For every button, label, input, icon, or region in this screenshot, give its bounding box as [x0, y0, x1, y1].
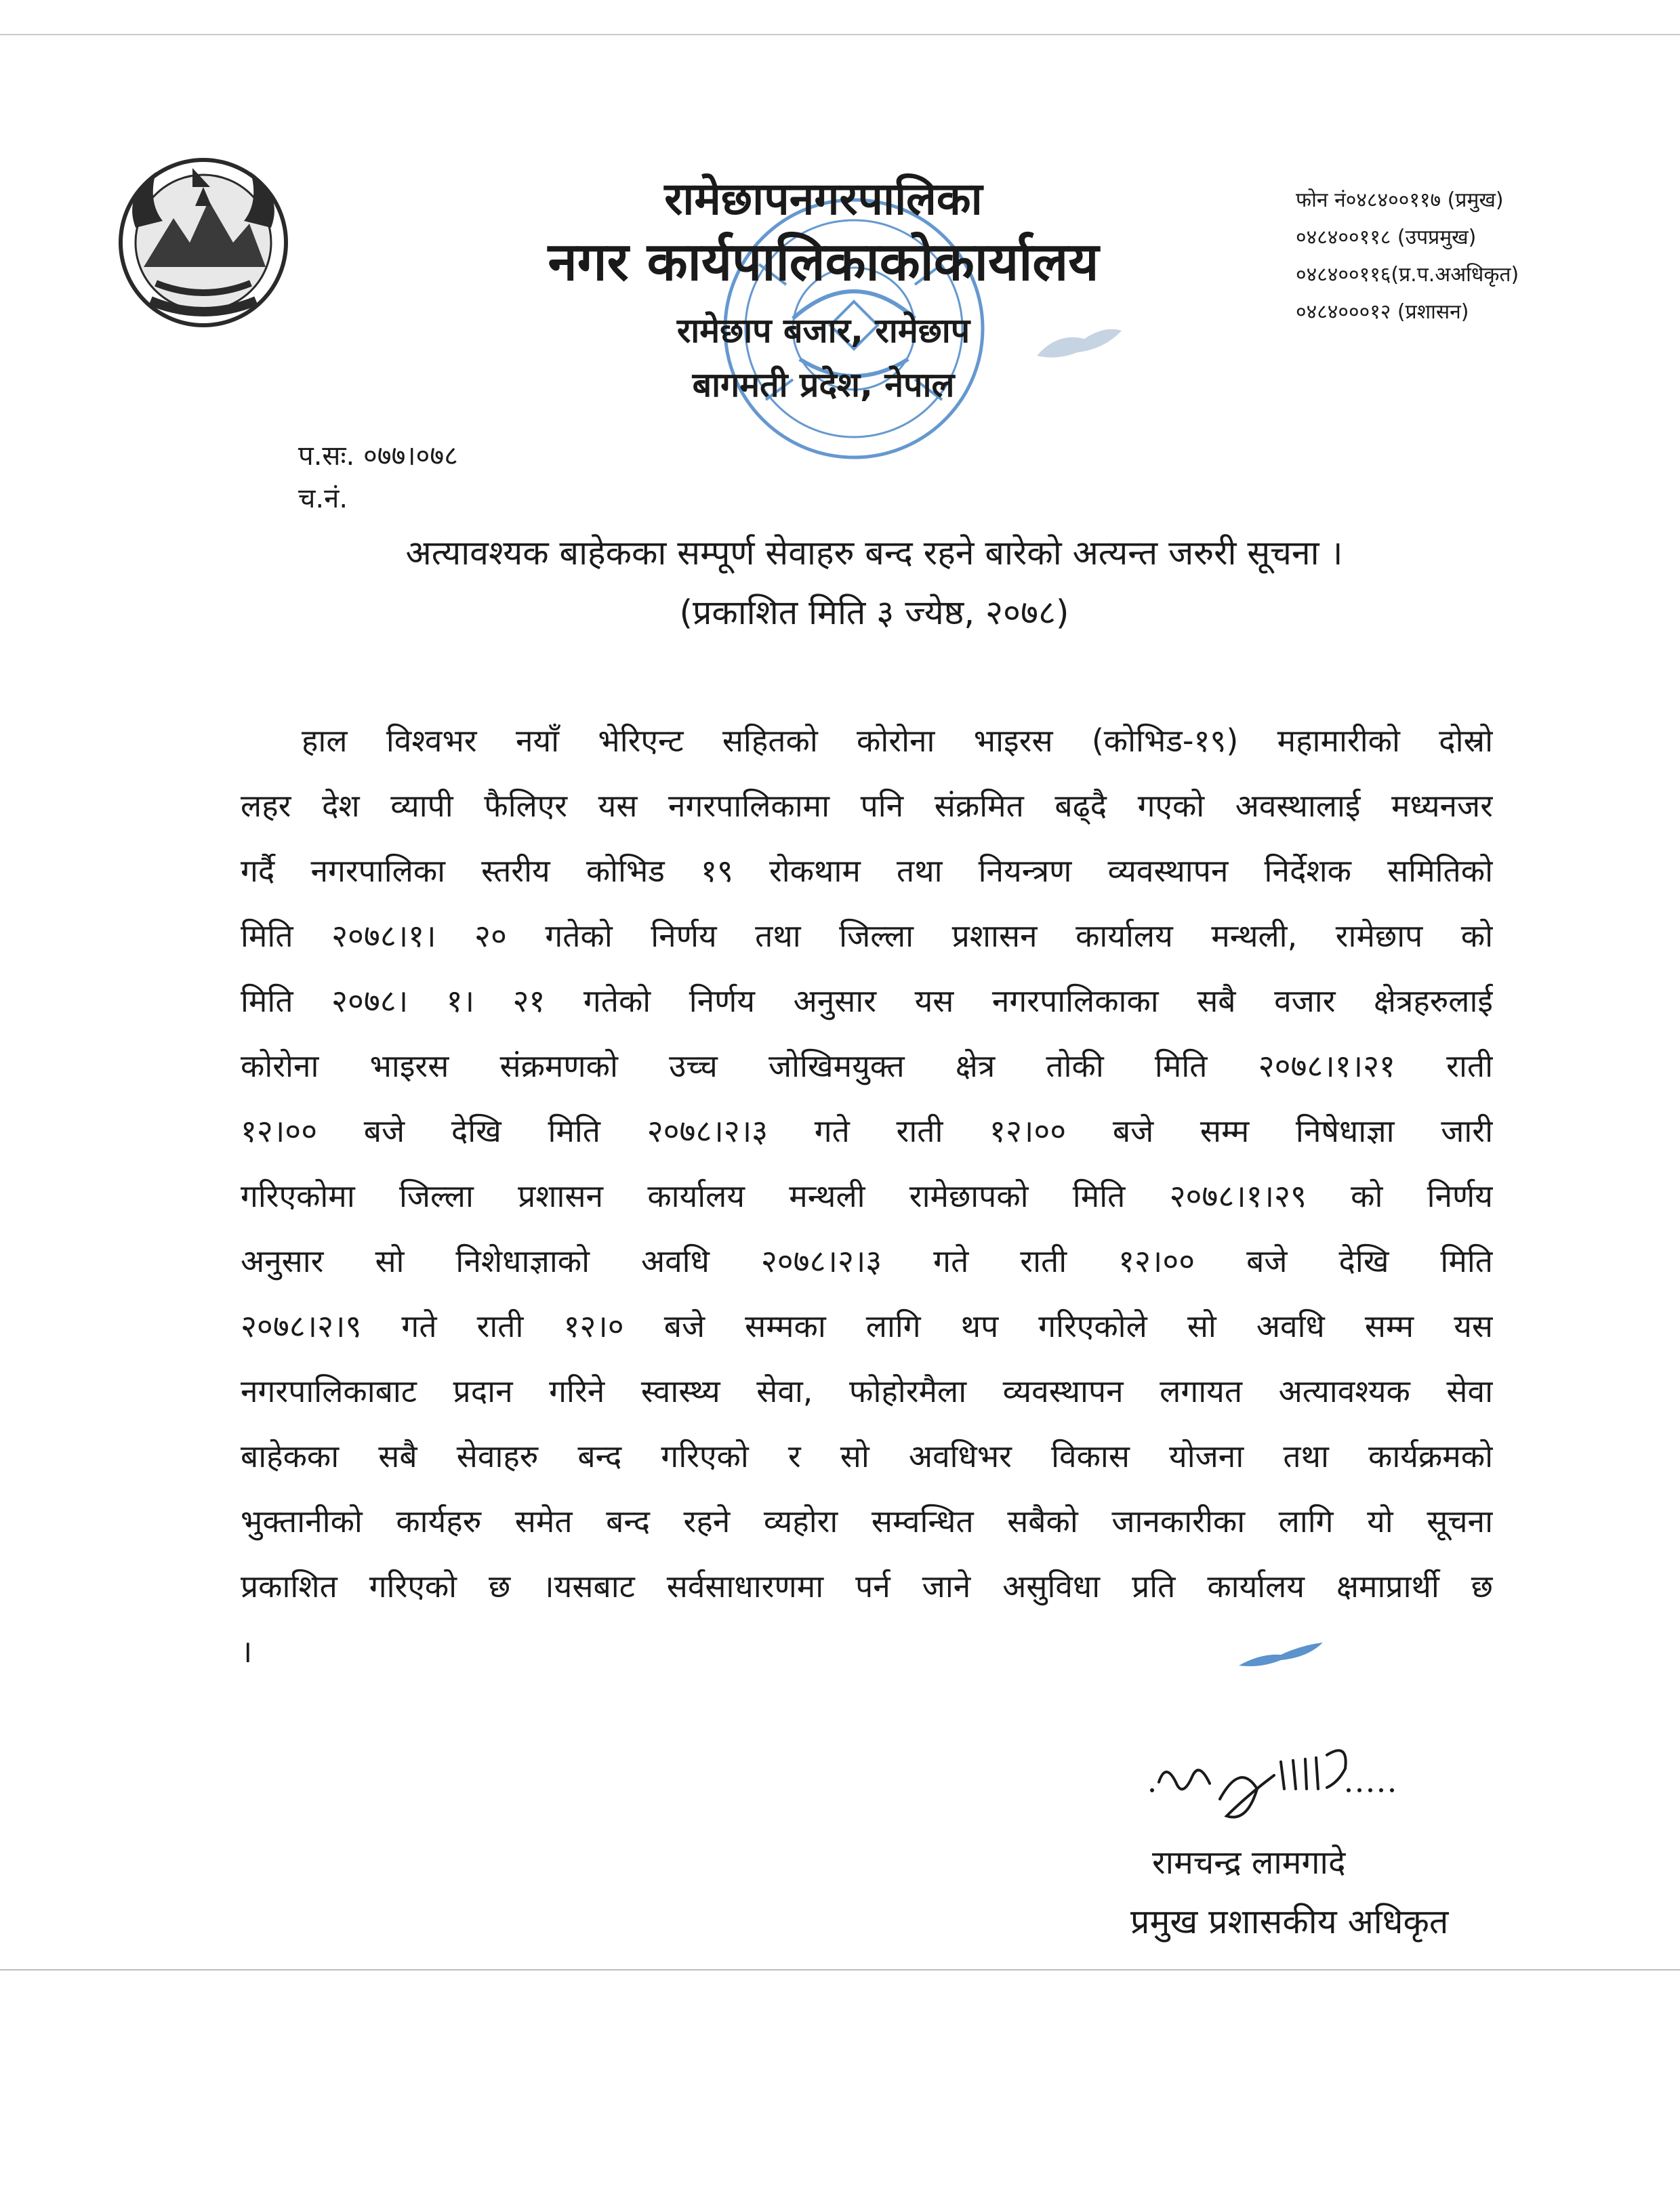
dispatch-number: च.नं. [298, 483, 348, 514]
page-bottom-edge [0, 1969, 1680, 1970]
address-line-1: रामेछाप बजार, रामेछाप [676, 311, 970, 350]
notice-subject: अत्यावश्यक बाहेकका सम्पूर्ण सेवाहरु बन्द रहने बारेको अत्यन्त जरुरी सूचना । [405, 533, 1343, 573]
body-line: नगरपालिकाबाट प्रदान गरिने स्वास्थ्य सेवा, फोहोरमैला व्यवस्थापन लगायत अत्यावश्यक सेवा [241, 1373, 1493, 1409]
body-line: अनुसार सो निशेधाज्ञाको अवधि २०७८।२।३ गते राती १२।०० बजे देखि मिति [241, 1243, 1493, 1279]
published-date: (प्रकाशित मिति ३ ज्येष्ठ, २०७८) [679, 593, 1069, 632]
contact-line: फोन नं०४८४००११७ (प्रमुख) [1296, 188, 1504, 212]
handwritten-signature [1145, 1735, 1403, 1836]
signatory-name: रामचन्द्र लामगादे [1152, 1844, 1346, 1882]
body-line: १२।०० बजे देखि मिति २०७८।२।३ गते राती १२।०० बजे सम्म निषेधाज्ञा जारी [241, 1113, 1493, 1149]
notice-body [241, 708, 1493, 1684]
body-line: हाल विश्वभर नयाँ भेरिएन्ट सहितको कोरोना भाइरस (कोभिड-१९) महामारीको दोस्रो [302, 722, 1493, 759]
office-name: नगर कार्यपालिकाकोकार्यालय [548, 232, 1099, 293]
body-line: मिति २०७८। १। २१ गतेको निर्णय अनुसार यस नगरपालिकाका सबै वजार क्षेत्रहरुलाई [241, 983, 1493, 1019]
municipality-name: रामेछापनगरपालिका [664, 173, 983, 225]
contact-line: ०४८४०००१२ (प्रशासन) [1296, 300, 1469, 324]
address-line-2: बागमती प्रदेश, नेपाल [692, 365, 955, 405]
body-line: मिति २०७८।१। २० गतेको निर्णय तथा जिल्ला प्रशासन कार्यालय मन्थली, रामेछाप को [241, 917, 1493, 954]
body-line: बाहेकका सबै सेवाहरु बन्द गरिएको र सो अवधिभर विकास योजना तथा कार्यक्रमको [241, 1438, 1493, 1474]
body-line: । [241, 1633, 253, 1670]
body-line: भुक्तानीको कार्यहरु समेत बन्द रहने व्यहोरा सम्वन्धित सबैको जानकारीका लागि यो सूचना [241, 1503, 1493, 1540]
body-line: २०७८।२।९ गते राती १२।० बजे सम्मका लागि थप गरिएकोले सो अवधि सम्म यस [241, 1308, 1493, 1344]
letter-number: प.सः. ०७७।०७८ [298, 440, 458, 472]
body-line: कोरोना भाइरस संक्रमणको उच्च जोखिमयुक्त क्षेत्र तोकी मिति २०७८।१।२१ राती [241, 1048, 1493, 1084]
nepal-emblem-logo [108, 148, 298, 334]
signatory-title: प्रमुख प्रशासकीय अधिकृत [1130, 1902, 1449, 1941]
contact-line: ०४८४००११८ (उपप्रमुख) [1296, 226, 1477, 249]
body-line: गर्दै नगरपालिका स्तरीय कोभिड १९ रोकथाम तथा नियन्त्रण व्यवस्थापन निर्देशक समितिको [241, 852, 1493, 889]
page-top-edge [0, 34, 1680, 35]
body-line: लहर देश व्यापी फैलिएर यस नगरपालिकामा पनि संक्रमित बढ्दै गएको अवस्थालाई मध्यनजर [241, 787, 1493, 824]
contact-line: ०४८४००११६(प्र.प.अअधिकृत) [1296, 263, 1519, 287]
contact-block [1296, 182, 1519, 331]
body-line: गरिएकोमा जिल्ला प्रशासन कार्यालय मन्थली रामेछापको मिति २०७८।१।२९ को निर्णय [241, 1178, 1493, 1214]
body-line: प्रकाशित गरिएको छ ।यसबाट सर्वसाधारणमा पर्न जाने असुविधा प्रति कार्यालय क्षमाप्रार्थी छ [241, 1568, 1493, 1605]
